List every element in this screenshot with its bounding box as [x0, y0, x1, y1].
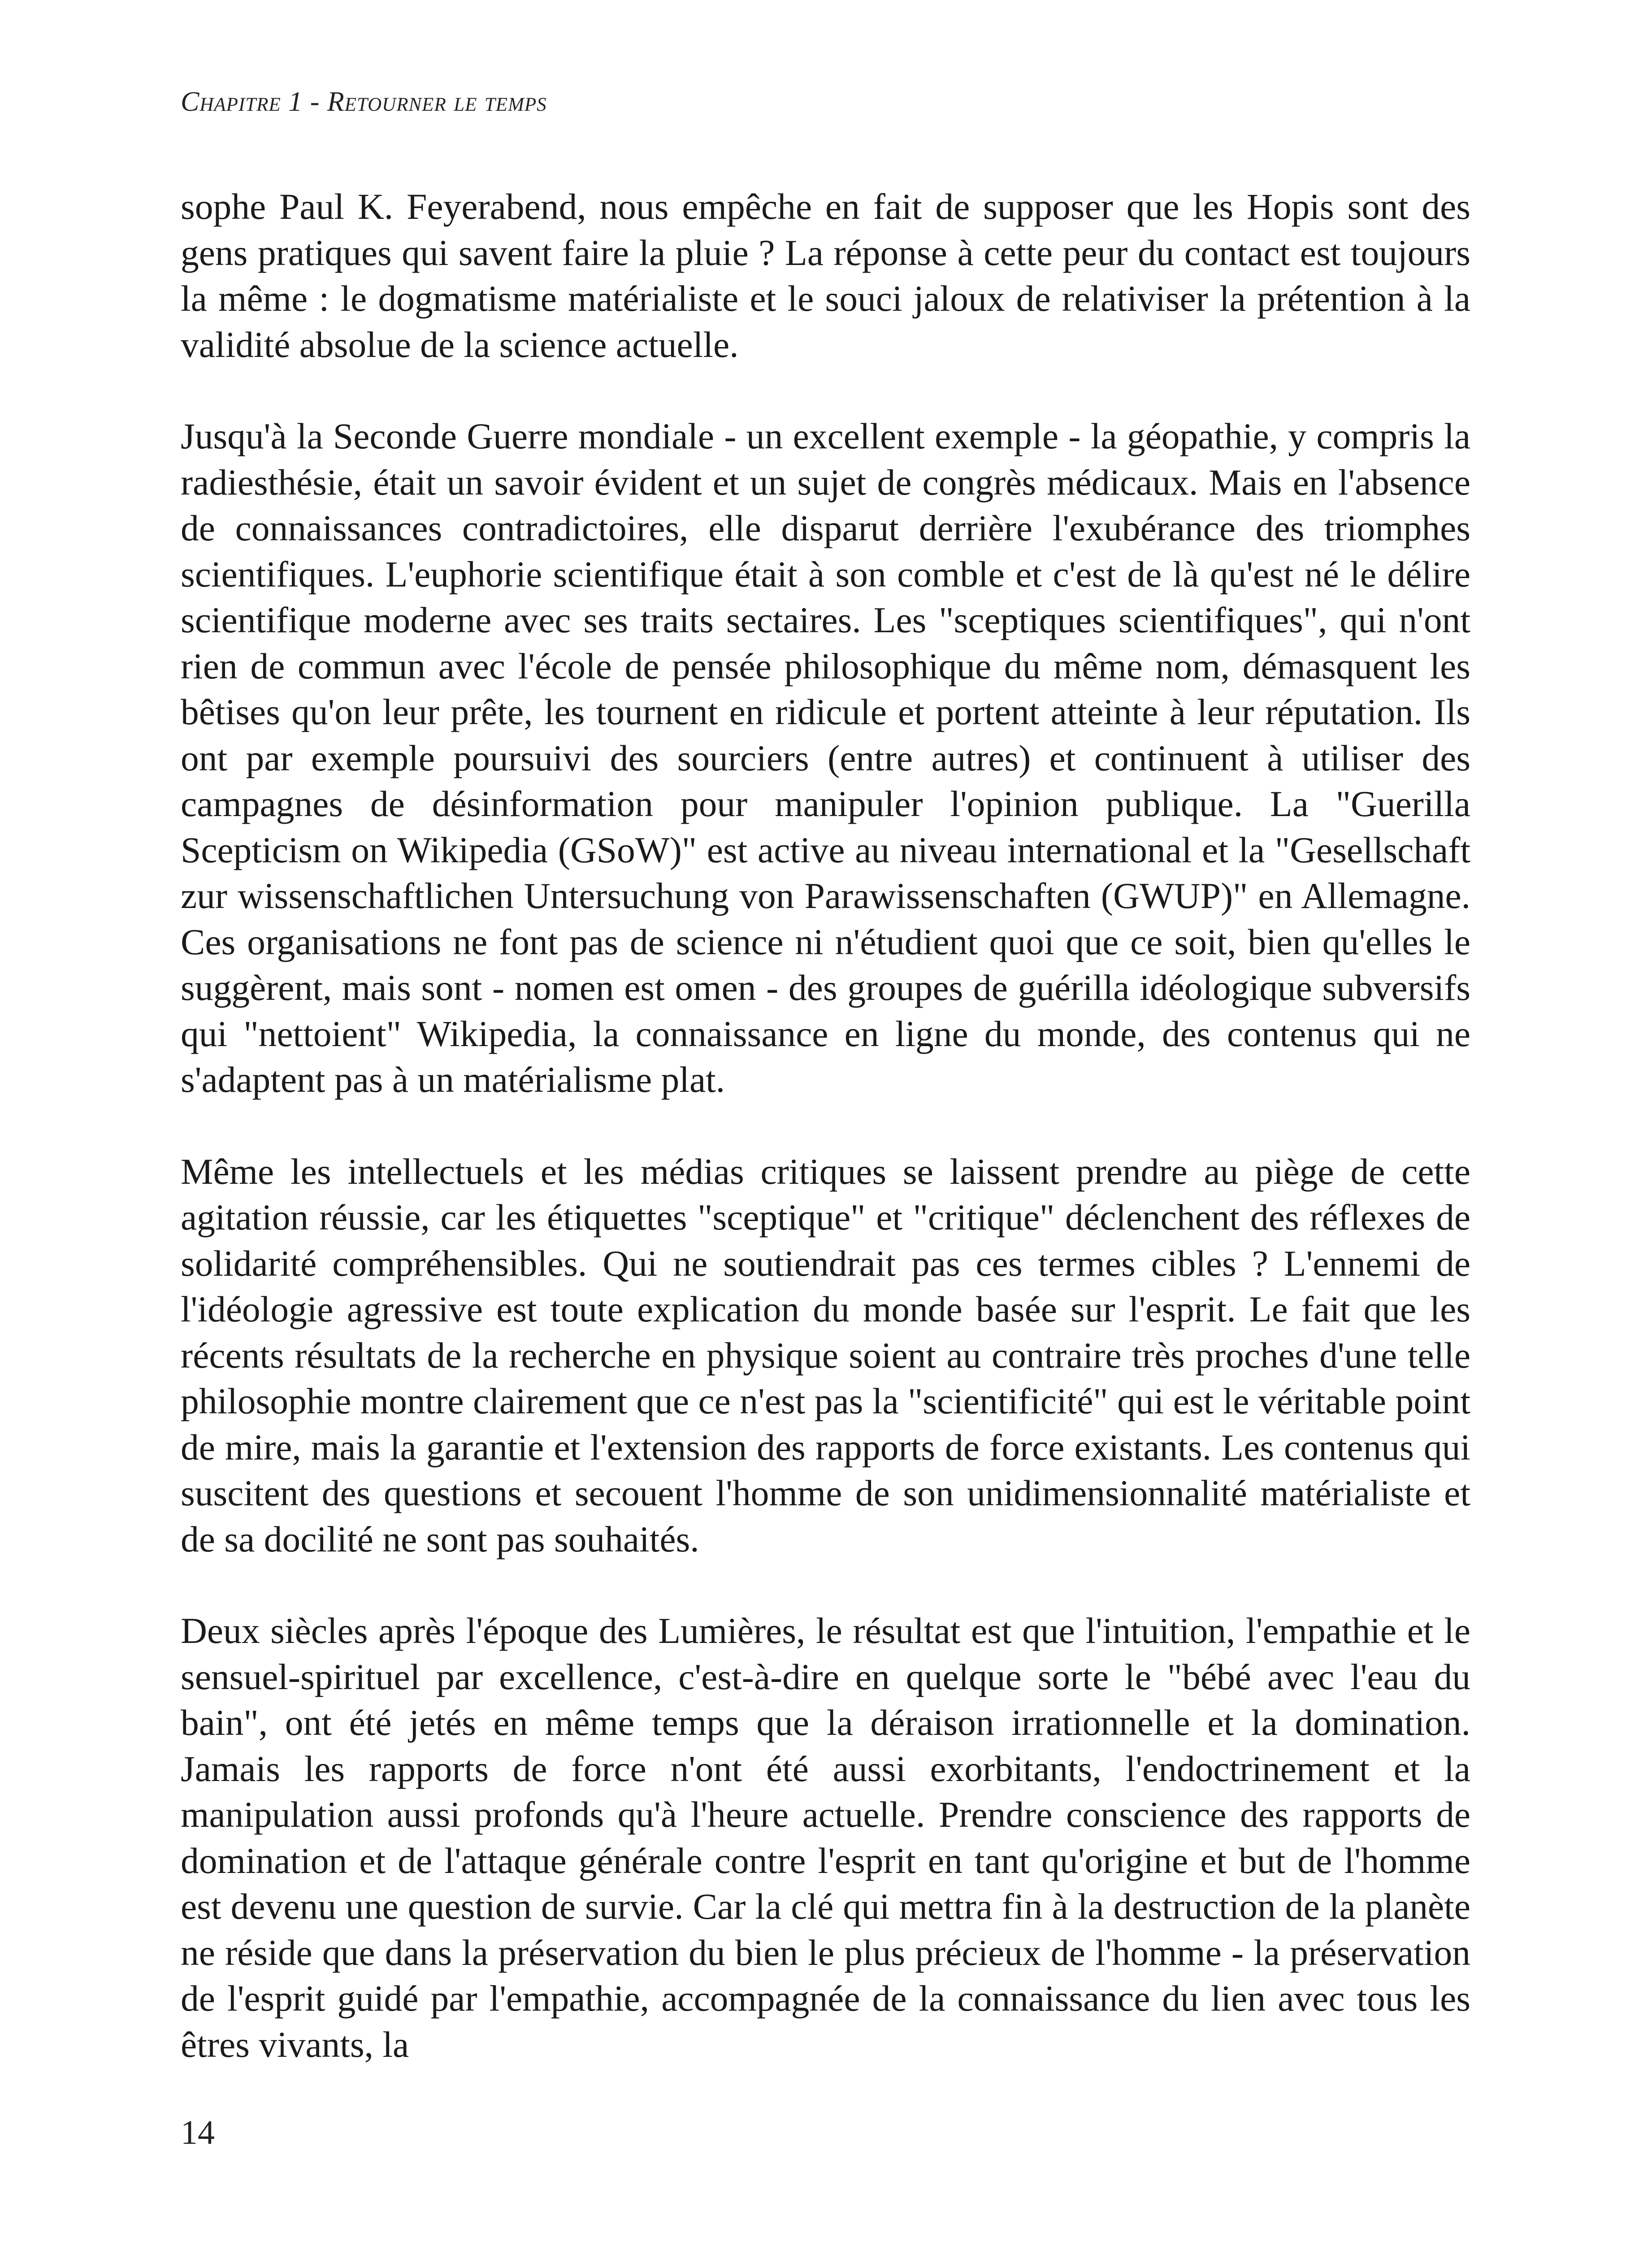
page-number: 14: [181, 2114, 215, 2151]
paragraph-2: Jusqu'à la Seconde Guerre mondiale - un excellent exemple - la géopathie, y compris la radiesthésie, était un savoir évident et un sujet de congrès médicaux. Mais en l'absence de connaissances contradictoires, elle disparut derrière l'exubérance des triomphes scientifiques. L'euphorie scientifique était à son comble et c'est de là qu'est né le délire scientifique moderne avec ses traits sectaires. Les "sceptiques scientifiques", qui n'ont rien de commun avec l'école de pensée philosophique du même nom, démasquent les bêtises qu'on leur prête, les tournent en ridicule et portent atteinte à leur réputation. Ils ont par exemple poursuivi des sourciers (entre autres) et continuent à utiliser des campagnes de désinformation pour manipuler l'opinion publique. La "Guerilla Scepticism on Wikipedia (GSoW)" est active au niveau international et la "Gesellschaft zur wissenschaftlichen Untersuchung von Parawissenschaften (GWUP)" en Allemagne. Ces organisations ne font pas de science ni n'étudient quoi que ce soit, bien qu'elles le suggèrent, mais sont - nomen est omen - des groupes de guérilla idéologique subversifs qui "nettoient" Wikipedia, la connaissance en ligne du monde, des contenus qui ne s'adaptent pas à un matérialisme plat.: [181, 416, 1470, 1100]
running-head: Chapitre 1 - Retourner le temps: [181, 87, 547, 117]
paragraph-1: sophe Paul K. Feyerabend, nous empêche en fait de supposer que les Hopis sont des gens pratiques qui savent faire la pluie ? La réponse à cette peur du contact est toujours la même : le dogmatisme matérialiste et le souci jaloux de relativiser la prétention à la validité absolue de la science actuelle.: [181, 186, 1470, 365]
paragraph-3: Même les intellectuels et les médias critiques se laissent prendre au piège de cette agitation réussie, car les étiquettes "sceptique" et "critique" déclenchent des réflexes de solidarité compréhensibles. Qui ne soutiendrait pas ces termes cibles ? L'ennemi de l'idéologie agressive est toute explication du monde basée sur l'esprit. Le fait que les récents résultats de la recherche en physique soient au contraire très proches d'une telle philosophie montre clairement que ce n'est pas la "scientificité" qui est le véritable point de mire, mais la garantie et l'extension des rapports de force existants. Les contenus qui suscitent des questions et secouent l'homme de son unidimensionnalité matérialiste et de sa docilité ne sont pas souhaités.: [181, 1151, 1470, 1560]
paragraph-4: Deux siècles après l'époque des Lumières, le résultat est que l'intuition, l'empathie et le sensuel-spirituel par excellence, c'est-à-dire en quelque sorte le "bébé avec l'eau du bain", ont été jetés en même temps que la déraison irrationnelle et la domination. Jamais les rapports de force n'ont été aussi exorbitants, l'endoctrinement et la manipulation aussi profonds qu'à l'heure actuelle. Prendre conscience des rapports de domination et de l'attaque générale contre l'esprit en tant qu'origine et but de l'homme est devenu une question de survie. Car la clé qui mettra fin à la destruction de la planète ne réside que dans la préservation du bien le plus précieux de l'homme - la préservation de l'esprit guidé par l'empathie, accompagnée de la connaissance du lien avec tous les êtres vivants, la: [181, 1610, 1470, 2065]
body-text: [181, 184, 1470, 2068]
